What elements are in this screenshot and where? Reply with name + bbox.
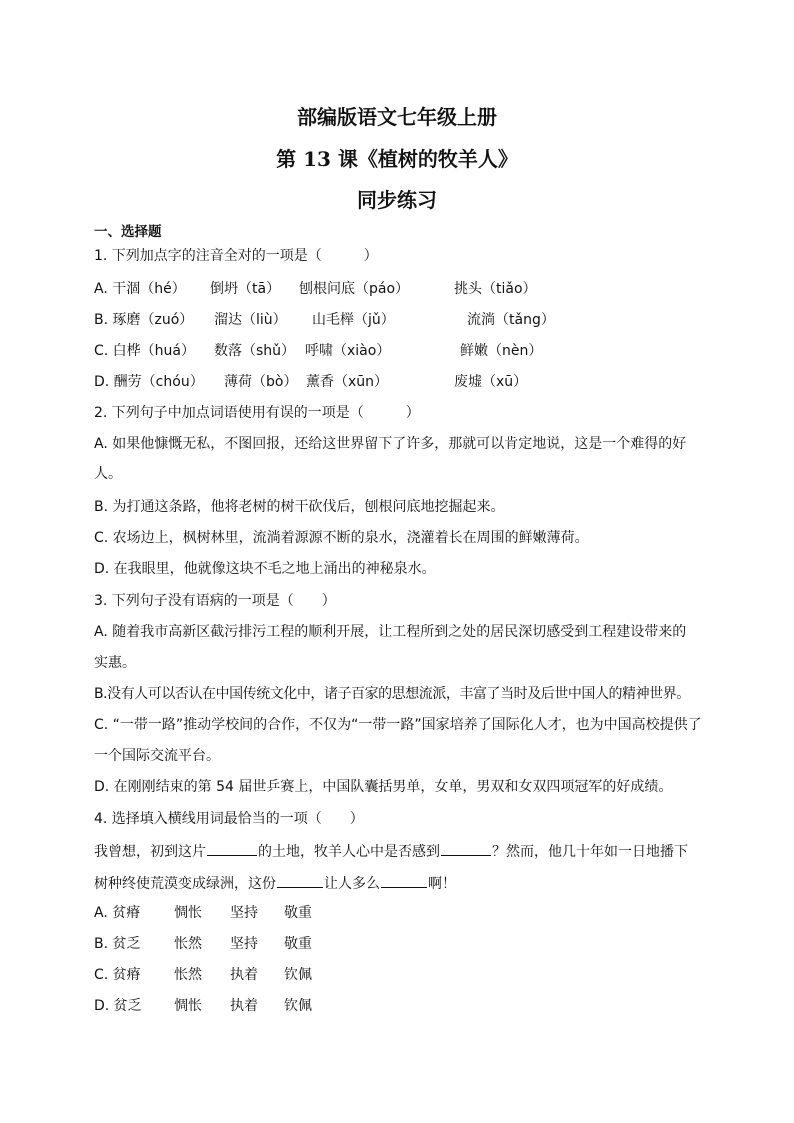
question-3-option-a-cont: 实惠。: [94, 655, 136, 671]
option-item: 执着: [230, 998, 258, 1014]
option-item: 刨根问底（páo）: [299, 281, 410, 297]
option-item: D. 酬劳（chóu）: [94, 374, 204, 390]
passage-text: ？然而，他几十年如一日地播下: [492, 844, 688, 860]
lesson-title: 第 13 课《植树的牧羊人》: [276, 147, 518, 171]
question-2-stem: 2. 下列句子中加点词语使用有误的一项是（ ）: [94, 405, 420, 421]
option-item: C. 白桦（huá）: [94, 343, 196, 359]
fill-blank: [381, 872, 427, 888]
option-item: 鲜嫩（nèn）: [460, 343, 543, 359]
option-item: 钦佩: [284, 967, 312, 983]
question-3-option-c-cont: 一个国际交流平台。: [94, 748, 220, 764]
option-item: 惆怅: [174, 998, 202, 1014]
fill-blank: [207, 840, 257, 856]
question-2-option-b: B. 为打通这条路，他将老树的树干砍伐后，刨根问底地挖掘起来。: [94, 499, 505, 515]
question-3-stem: 3. 下列句子没有语病的一项是（ ）: [94, 593, 336, 609]
fill-blank: [277, 872, 323, 888]
question-2-option-d: D. 在我眼里，他就像这块不毛之地上涌出的神秘泉水。: [94, 561, 436, 577]
option-item: 挑头（tiǎo）: [454, 281, 537, 297]
option-item: A. 干涸（hé）: [94, 281, 186, 297]
option-item: 敬重: [284, 905, 312, 921]
option-item: 倒坍（tā）: [210, 281, 281, 297]
option-item: 敬重: [284, 936, 312, 952]
option-item: 流淌（tǎng）: [467, 312, 555, 328]
passage-text: 我曾想，初到这片: [94, 844, 206, 860]
question-1-stem: 1. 下列加点字的注音全对的一项是（ ）: [94, 248, 378, 264]
option-item: 怅然: [174, 936, 202, 952]
passage-text: 的土地，牧羊人心中是否感到: [258, 844, 440, 860]
option-item: 执着: [230, 967, 258, 983]
option-item: 惆怅: [174, 905, 202, 921]
option-item: 薄荷（bò）: [224, 374, 298, 390]
option-item: A. 贫瘠: [94, 905, 141, 921]
question-4-passage-line1: [94, 840, 688, 863]
passage-text: 啊！: [428, 876, 456, 892]
option-item: 坚持: [230, 936, 258, 952]
option-item: 呼啸（xiào）: [305, 343, 391, 359]
option-item: 废墟（xū）: [454, 374, 528, 390]
option-item: B. 琢磨（zuó）: [94, 312, 194, 328]
question-2-option-a: A. 如果他慷慨无私，不图回报，还给这世界留下了许多，那就可以肯定地说，这是一个难得的好: [94, 436, 687, 452]
option-item: 溜达（liù）: [214, 312, 287, 328]
question-3-option-c: C. “一带一路”推动学校间的合作，不仅为“一带一路”国家培养了国际化人才，也为中国高校提供了: [94, 717, 702, 733]
option-item: 数落（shǔ）: [214, 343, 296, 359]
passage-text: 树种终使荒漠变成绿洲，这份: [94, 876, 276, 892]
document-title: 部编版语文七年级上册: [297, 105, 497, 129]
question-4-stem: 4. 选择填入横线用词最恰当的一项（ ）: [94, 811, 364, 827]
question-4-passage-line2: [94, 872, 456, 895]
question-2-option-c: C. 农场边上，枫树林里，流淌着源源不断的泉水，浇灌着长在周围的鲜嫩薄荷。: [94, 530, 589, 546]
exercise-title: 同步练习: [357, 188, 437, 212]
fill-blank: [441, 840, 491, 856]
question-3-option-a: A. 随着我市高新区截污排污工程的顺利开展，让工程所到之处的居民深切感受到工程建设带来的: [94, 624, 687, 640]
option-item: D. 贫乏: [94, 998, 142, 1014]
question-2-option-a-cont: 人。: [94, 466, 122, 482]
question-3-option-d: D. 在刚刚结束的第 54 届世乒赛上，中国队囊括男单，女单，男双和女双四项冠军的好成绩。: [94, 779, 673, 795]
section-heading: 一、选择题: [94, 224, 162, 240]
question-3-option-b: B.没有人可以否认在中国传统文化中，诸子百家的思想流派，丰富了当时及后世中国人的精神世界。: [94, 686, 690, 702]
passage-text: 让人多么: [324, 876, 380, 892]
option-item: 山毛榉（jǔ）: [312, 312, 395, 328]
option-item: C. 贫瘠: [94, 967, 141, 983]
option-item: 坚持: [230, 905, 258, 921]
option-item: B. 贫乏: [94, 936, 141, 952]
option-item: 薰香（xūn）: [306, 374, 389, 390]
option-item: 钦佩: [284, 998, 312, 1014]
option-item: 怅然: [174, 967, 202, 983]
